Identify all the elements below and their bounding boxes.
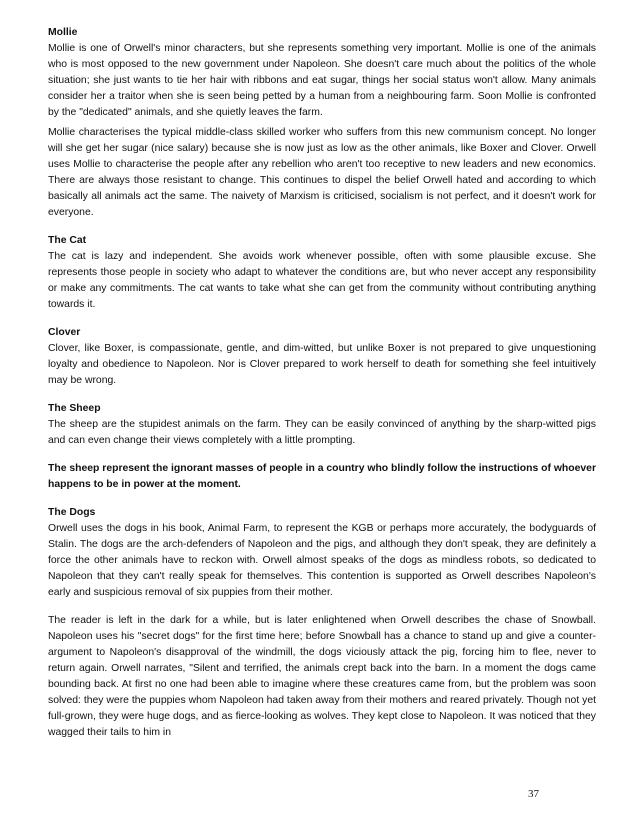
paragraph-mollie-1: Mollie is one of Orwell's minor characters, but she represents something very important. Mollie is one of the animals who is most opposed to the new government under Napoleon. She doesn't care much about the politics of the whole situation; she just wants to tie her hair with ribbons and eat sugar, things her social status won't allow. Many animals consider her a traitor when she is seen being petted by a human from a neighbouring farm. Soon Mollie is confronted by the "dedicated" animals, and she quietly leaves the farm.: [48, 43, 596, 118]
section-heading-cat: The Cat: [48, 235, 87, 246]
paragraph-dogs-1: Orwell uses the dogs in his book, Animal Farm, to represent the KGB or perhaps more accurately, the bodyguards of Stalin. The dogs are the arch-defenders of Napoleon and the pigs, and although they don't speak, they are definitely a force the other animals have to reckon with. Orwell almost speaks of the dogs as mindless robots, so dedicated to Napoleon that they can't really speak for themselves. This contention is supported as Orwell describes Napoleon's early and suspicious removal of six puppies from their mother.: [48, 523, 596, 598]
page-number: 37: [528, 788, 539, 800]
section-heading-clover: Clover: [48, 327, 81, 338]
section-heading-dogs: The Dogs: [48, 507, 96, 518]
paragraph-sheep-2: The sheep represent the ignorant masses of people in a country who blindly follow the instructions of whoever happens to be in power at the moment.: [48, 463, 596, 490]
paragraph-clover-1: Clover, like Boxer, is compassionate, gentle, and dim-witted, but unlike Boxer is not prepared to give unquestioning loyalty and obedience to Napoleon. Nor is Clover prepared to work herself to death for something she feel intuitively may be wrong.: [48, 343, 596, 386]
paragraph-sheep-1: The sheep are the stupidest animals on the farm. They can be easily convinced of anything by the sharp-witted pigs and can even change their views completely with a little prompting.: [48, 419, 596, 446]
paragraph-cat-1: The cat is lazy and independent. She avoids work whenever possible, often with some plausible excuse. She represents those people in society who adapt to whatever the conditions are, but who never accept any responsibility or make any commitments. The cat wants to take what she can get from the community without contributing anything towards it.: [48, 251, 596, 310]
section-heading-mollie: Mollie: [48, 27, 78, 38]
section-heading-sheep: The Sheep: [48, 403, 101, 414]
paragraph-dogs-2: The reader is left in the dark for a while, but is later enlightened when Orwell describes the chase of Snowball. Napoleon uses his "secret dogs" for the first time here; before Snowball has a chance to stand up and give a counter-argument to Napoleon's disapproval of the windmill, the dogs viciously attack the pig, forcing him to flee, never to return again. Orwell narrates, "Silent and terrified, the animals crept back into the barn. In a moment the dogs came bounding back. At first no one had been able to imagine where these creatures came from, but the problem was soon solved: they were the puppies whom Napoleon had taken away from their mothers and reared privately. Though not yet full-grown, they were huge dogs, and as fierce-looking as wolves. They kept close to Napoleon. It was noticed that they wagged their tails to him in: [48, 615, 596, 738]
document-page: [48, 25, 596, 741]
paragraph-mollie-2: Mollie characterises the typical middle-class skilled worker who suffers from this new communism concept. No longer will she get her sugar (nice salary) because she is now just as low as the other animals, like Boxer and Clover. Orwell uses Mollie to characterise the people after any rebellion who aren't too receptive to new leaders and new economics. There are always those resistant to change. This continues to dispel the belief Orwell hated and according to which basically all animals act the same. The naivety of Marxism is criticised, socialism is not perfect, and it doesn't work for everyone.: [48, 127, 596, 218]
